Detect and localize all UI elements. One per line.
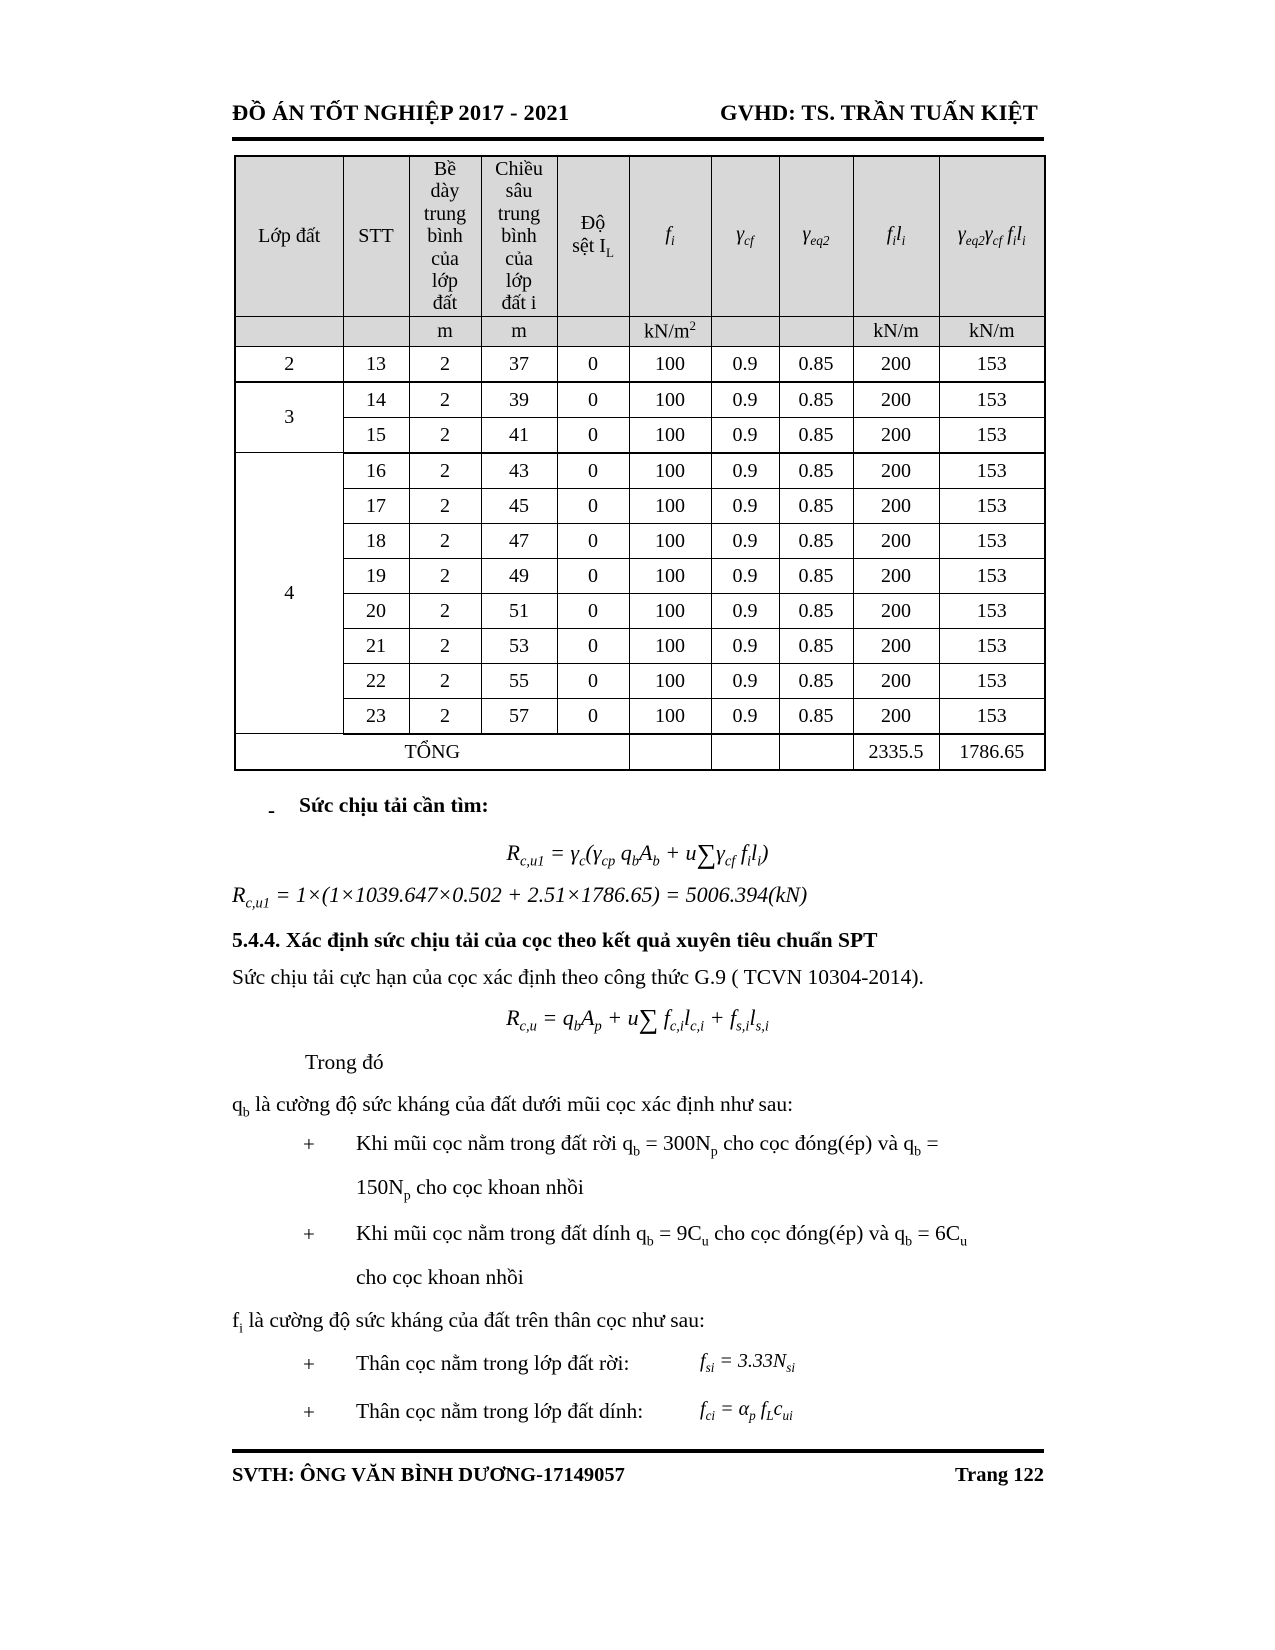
- header-left-title: ĐỒ ÁN TỐT NGHIỆP 2017 - 2021: [232, 100, 570, 125]
- table-footer: [235, 734, 1045, 770]
- cell-chieu-sau: 37: [481, 346, 557, 382]
- cell-fili: 200: [853, 698, 939, 734]
- cell-fi: 100: [629, 663, 711, 698]
- cell-fili: 200: [853, 628, 939, 663]
- item1-text-c: cho cọc đóng(ép) và q: [723, 1131, 915, 1155]
- cell-total: 153: [939, 488, 1045, 523]
- item1-text-b: = 300N: [645, 1131, 711, 1155]
- cell-gamma-cf: 0.9: [711, 663, 779, 698]
- th-fi: $f_i$: [629, 156, 711, 316]
- cell-total: 153: [939, 593, 1045, 628]
- cell-do-set: 0: [557, 488, 629, 523]
- cell-total: 153: [939, 453, 1045, 489]
- sum-geq2: [779, 734, 853, 770]
- cell-chieu-sau: 43: [481, 453, 557, 489]
- item1-text-d: =: [926, 1131, 939, 1155]
- cell-chieu-sau: 45: [481, 488, 557, 523]
- formula-rcu-spt-text: $R_{c,u} = q_bA_p + u\sum$ $f_{c,i}l_{c,i} + f_{s,i}l_{s,i}$: [506, 1003, 769, 1035]
- footer-left-student: SVTH: ÔNG VĂN BÌNH DƯƠNG-17149057: [232, 1464, 625, 1486]
- th-gamma-eq2: $\gamma_{eq2}$: [779, 156, 853, 316]
- cell-total: 153: [939, 698, 1045, 734]
- th-chieu-sau-l2: sâu: [505, 180, 533, 203]
- cell-gamma-cf: 0.9: [711, 558, 779, 593]
- cell-do-set: 0: [557, 523, 629, 558]
- cell-be-day: 2: [409, 663, 481, 698]
- cell-do-set: 0: [557, 417, 629, 453]
- cell-fi: 100: [629, 558, 711, 593]
- cell-gamma-eq2: 0.85: [779, 593, 853, 628]
- cell-gamma-cf: 0.9: [711, 417, 779, 453]
- cell-gamma-cf: 0.9: [711, 346, 779, 382]
- cell-fili: 200: [853, 593, 939, 628]
- cell-be-day: 2: [409, 593, 481, 628]
- soil-layer-table-wrapper: [234, 155, 1044, 771]
- cell-gamma-eq2: 0.85: [779, 628, 853, 663]
- cell-lop-dat: 4: [235, 453, 343, 734]
- item-dat-dinh: Khi mũi cọc nằm trong đất dính $q_b = 9C_u$ cho cọc đóng(ép) và $q_b = 6C_u$: [356, 1221, 968, 1250]
- cell-gamma-eq2: 0.85: [779, 663, 853, 698]
- para-g9: Sức chịu tải cực hạn của cọc xác định theo công thức G.9 ( TCVN 10304-2014).: [232, 965, 924, 989]
- cell-fi: 100: [629, 346, 711, 382]
- th-be-day: [409, 156, 481, 316]
- cell-be-day: 2: [409, 417, 481, 453]
- formula-rcu-symbolic-text: $R_{c,u1} = \gamma_c(\gamma_{cp}$ $q_bA_b + u\sum\gamma_{cf}$ $f_il_i$): [506, 838, 769, 870]
- cell-lop-dat: 2: [235, 346, 343, 382]
- cell-gamma-cf: 0.9: [711, 593, 779, 628]
- unit-be-day: m: [409, 316, 481, 346]
- th-chieu-sau: [481, 156, 557, 316]
- cell-be-day: 2: [409, 698, 481, 734]
- cell-fili: 200: [853, 417, 939, 453]
- th-do-set-l1: Độ: [580, 212, 606, 235]
- th-do-set-l2: sệt $I_L$: [572, 234, 614, 260]
- item2-text-d: = 6C: [917, 1221, 961, 1245]
- cell-do-set: 0: [557, 382, 629, 418]
- th-do-set: [557, 156, 629, 316]
- cell-total: 153: [939, 417, 1045, 453]
- item2-text-a: Khi mũi cọc nằm trong đất dính q: [356, 1221, 647, 1245]
- cell-be-day: 2: [409, 488, 481, 523]
- cell-stt: 16: [343, 453, 409, 489]
- cell-gamma-eq2: 0.85: [779, 417, 853, 453]
- item2-text-b: = 9C: [659, 1221, 702, 1245]
- unit-gamma-cf: [711, 316, 779, 346]
- th-stt: STT: [343, 156, 409, 316]
- cell-fi: 100: [629, 382, 711, 418]
- item-dat-roi-line2: $150N_p$ cho cọc khoan nhồi: [356, 1175, 584, 1204]
- unit-geq2-gcf-fili: kN/m: [939, 316, 1045, 346]
- table-header: [235, 156, 1045, 346]
- cell-gamma-cf: 0.9: [711, 382, 779, 418]
- cell-fi: 100: [629, 593, 711, 628]
- cell-be-day: 2: [409, 523, 481, 558]
- item-dat-dinh-line2: cho cọc khoan nhồi: [356, 1265, 524, 1289]
- sum-fi: [629, 734, 711, 770]
- th-chieu-sau-l5: của: [505, 247, 533, 270]
- table-body: [235, 346, 1045, 734]
- cell-lop-dat: 3: [235, 382, 343, 453]
- item-dat-roi: Khi mũi cọc nằm trong đất rời $q_b = 300N_p$ cho cọc đóng(ép) và $q_b$ =: [356, 1131, 939, 1160]
- item1-l2-a: 150N: [356, 1175, 404, 1199]
- table-row: [235, 346, 1045, 382]
- th-be-day-l2: dày: [430, 180, 460, 203]
- table-sum-row: [235, 734, 1045, 770]
- page-header: [232, 100, 1044, 126]
- cell-fi: 100: [629, 453, 711, 489]
- formula-rcu-symbolic: [0, 838, 1275, 870]
- cell-chieu-sau: 51: [481, 593, 557, 628]
- th-geq2-gcf-fili: $\gamma_{eq2}\gamma_{cf}$ $f_il_i$: [939, 156, 1045, 316]
- cell-chieu-sau: 53: [481, 628, 557, 663]
- cell-fili: 200: [853, 382, 939, 418]
- fi-symbol: $f_i$: [232, 1308, 244, 1337]
- th-chieu-sau-l7: đất i: [501, 292, 537, 315]
- cell-total: 153: [939, 558, 1045, 593]
- formula-fsi: $f_{si} = 3.33N_{si}$: [700, 1350, 795, 1375]
- unit-do-set: [557, 316, 629, 346]
- cell-chieu-sau: 57: [481, 698, 557, 734]
- suc-chiu-tai-label: Sức chịu tải cần tìm:: [299, 793, 489, 817]
- cell-be-day: 2: [409, 453, 481, 489]
- item1-text-a: Khi mũi cọc nằm trong đất rời q: [356, 1131, 634, 1155]
- table-row: [235, 628, 1045, 663]
- cell-stt: 22: [343, 663, 409, 698]
- table-units-row: [235, 316, 1045, 346]
- cell-do-set: 0: [557, 698, 629, 734]
- th-chieu-sau-l4: bình: [501, 225, 537, 248]
- th-be-day-l4: bình: [427, 225, 463, 248]
- cell-fi: 100: [629, 417, 711, 453]
- th-be-day-l1: Bề: [433, 158, 457, 180]
- unit-gamma-eq2: [779, 316, 853, 346]
- th-chieu-sau-l3: trung: [497, 202, 541, 225]
- cell-stt: 13: [343, 346, 409, 382]
- sum-total: 1786.65: [939, 734, 1045, 770]
- table-row: [235, 382, 1045, 418]
- cell-be-day: 2: [409, 558, 481, 593]
- cell-do-set: 0: [557, 453, 629, 489]
- table-row: [235, 488, 1045, 523]
- cell-fili: 200: [853, 558, 939, 593]
- item1-l2-b: cho cọc khoan nhồi: [416, 1175, 584, 1199]
- table-row: [235, 663, 1045, 698]
- cell-fi: 100: [629, 523, 711, 558]
- page-footer: [232, 1464, 1044, 1487]
- th-gamma-cf: $\gamma_{cf}$: [711, 156, 779, 316]
- para-fi-def: [232, 1306, 705, 1339]
- heading-5-4-4: 5.4.4. Xác định sức chịu tải của cọc theo kết quả xuyên tiêu chuẩn SPT: [232, 928, 878, 952]
- unit-fili: kN/m: [853, 316, 939, 346]
- plus-marker-4: +: [303, 1400, 315, 1424]
- item-than-coc-roi: Thân cọc nằm trong lớp đất rời:: [356, 1351, 630, 1375]
- cell-total: 153: [939, 523, 1045, 558]
- cell-gamma-eq2: 0.85: [779, 453, 853, 489]
- header-right-advisor: GVHD: TS. TRẦN TUẤN KIỆT: [720, 100, 1038, 125]
- unit-chieu-sau: m: [481, 316, 557, 346]
- qb-symbol: $q_b$: [232, 1092, 250, 1121]
- th-chieu-sau-l1: Chiều: [495, 158, 543, 180]
- cell-fili: 200: [853, 488, 939, 523]
- th-chieu-sau-l6: lớp: [505, 269, 533, 292]
- cell-total: 153: [939, 663, 1045, 698]
- cell-gamma-cf: 0.9: [711, 488, 779, 523]
- sum-fili: 2335.5: [853, 734, 939, 770]
- table-row: [235, 698, 1045, 734]
- cell-stt: 14: [343, 382, 409, 418]
- cell-stt: 18: [343, 523, 409, 558]
- cell-gamma-eq2: 0.85: [779, 382, 853, 418]
- plus-marker-1: +: [303, 1132, 315, 1156]
- cell-gamma-eq2: 0.85: [779, 523, 853, 558]
- cell-chieu-sau: 39: [481, 382, 557, 418]
- cell-do-set: 0: [557, 663, 629, 698]
- para-trong-do: Trong đó: [305, 1050, 384, 1074]
- th-be-day-l6: lớp: [431, 269, 459, 292]
- cell-chieu-sau: 41: [481, 417, 557, 453]
- cell-gamma-eq2: 0.85: [779, 488, 853, 523]
- fi-def-text: là cường độ sức kháng của đất trên thân cọc như sau:: [248, 1308, 705, 1332]
- item2-text-c: cho cọc đóng(ép) và q: [714, 1221, 906, 1245]
- cell-gamma-cf: 0.9: [711, 698, 779, 734]
- header-rule: [232, 137, 1044, 141]
- formula-rcu-spt: [0, 1003, 1275, 1035]
- cell-do-set: 0: [557, 628, 629, 663]
- cell-fi: 100: [629, 628, 711, 663]
- sum-gcf: [711, 734, 779, 770]
- th-lop-dat: Lớp đất: [235, 156, 343, 316]
- cell-do-set: 0: [557, 558, 629, 593]
- cell-be-day: 2: [409, 382, 481, 418]
- unit-fi: $kN/m^2$: [629, 316, 711, 346]
- th-be-day-l3: trung: [423, 202, 467, 225]
- cell-fili: 200: [853, 453, 939, 489]
- cell-stt: 15: [343, 417, 409, 453]
- footer-right-page: Trang 122: [954, 1464, 1044, 1486]
- th-fili: $f_il_i$: [853, 156, 939, 316]
- qb-def-text: là cường độ sức kháng của đất dưới mũi cọc xác định như sau:: [255, 1092, 794, 1116]
- cell-gamma-cf: 0.9: [711, 453, 779, 489]
- formula-rcu-numeric-lhs: $R_{c,u1}$: [232, 882, 271, 912]
- cell-fi: 100: [629, 698, 711, 734]
- cell-gamma-eq2: 0.85: [779, 558, 853, 593]
- cell-gamma-eq2: 0.85: [779, 698, 853, 734]
- cell-total: 153: [939, 346, 1045, 382]
- table-row: [235, 558, 1045, 593]
- formula-fci: $f_{ci} = \alpha_p$ $f_Lc_{ui}$: [700, 1398, 793, 1423]
- cell-stt: 20: [343, 593, 409, 628]
- cell-chieu-sau: 49: [481, 558, 557, 593]
- table-row: [235, 593, 1045, 628]
- cell-fili: 200: [853, 663, 939, 698]
- table-row: [235, 417, 1045, 453]
- table-row: [235, 453, 1045, 489]
- cell-do-set: 0: [557, 593, 629, 628]
- bullet-dash: -: [268, 798, 275, 822]
- cell-be-day: 2: [409, 346, 481, 382]
- cell-stt: 17: [343, 488, 409, 523]
- unit-stt: [343, 316, 409, 346]
- cell-fili: 200: [853, 346, 939, 382]
- item-than-coc-dinh: Thân cọc nằm trong lớp đất dính:: [356, 1399, 644, 1423]
- unit-lop-dat: [235, 316, 343, 346]
- soil-layer-table: [234, 155, 1046, 771]
- cell-stt: 23: [343, 698, 409, 734]
- formula-rcu-numeric-rhs: = 1×(1×1039.647×0.502 + 2.51×1786.65) = 5006.394(kN): [275, 882, 808, 907]
- cell-fili: 200: [853, 523, 939, 558]
- cell-gamma-cf: 0.9: [711, 523, 779, 558]
- cell-fi: 100: [629, 488, 711, 523]
- cell-do-set: 0: [557, 346, 629, 382]
- plus-marker-3: +: [303, 1352, 315, 1376]
- footer-rule: [232, 1449, 1044, 1453]
- cell-total: 153: [939, 628, 1045, 663]
- th-be-day-l5: của: [431, 247, 459, 270]
- plus-marker-2: +: [303, 1222, 315, 1246]
- cell-chieu-sau: 55: [481, 663, 557, 698]
- cell-chieu-sau: 47: [481, 523, 557, 558]
- cell-gamma-cf: 0.9: [711, 628, 779, 663]
- cell-total: 153: [939, 382, 1045, 418]
- cell-stt: 19: [343, 558, 409, 593]
- cell-gamma-eq2: 0.85: [779, 346, 853, 382]
- th-be-day-l7: đất: [432, 292, 458, 315]
- table-row: [235, 523, 1045, 558]
- cell-be-day: 2: [409, 628, 481, 663]
- cell-stt: 21: [343, 628, 409, 663]
- formula-rcu-numeric: [232, 882, 807, 912]
- sum-label: TỔNG: [235, 734, 629, 770]
- table-header-row: [235, 156, 1045, 316]
- para-qb-def: [232, 1090, 793, 1123]
